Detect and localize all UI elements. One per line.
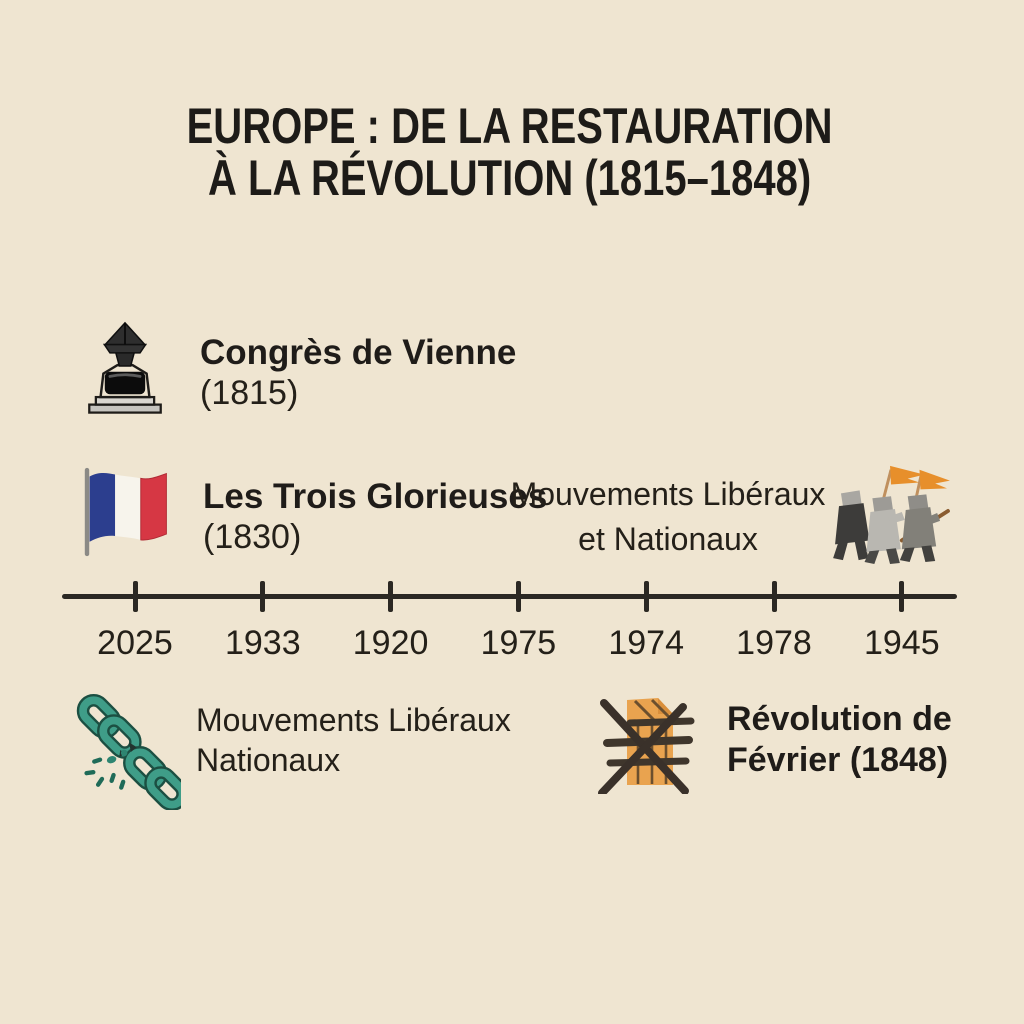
crossed-barricade-icon: [596, 690, 696, 794]
timeline-tick: [260, 581, 265, 612]
annotation-line1: Mouvements Libéraux: [510, 476, 826, 512]
event-year: (1815): [200, 374, 299, 413]
monument-icon: [78, 318, 172, 416]
timeline-axis: [62, 594, 957, 599]
event-year: (1830): [203, 518, 302, 557]
event-trois-glorieuses: [203, 476, 547, 557]
page-title-line2: À LA RÉVOLUTION (1815–1848): [208, 150, 812, 206]
event-label: Les Trois Glorieuses: [203, 477, 548, 516]
page-title-line1: EUROPE : DE LA RESTAURATION: [186, 98, 833, 154]
timeline-year-label: 1933: [224, 624, 301, 662]
timeline-tick: [899, 581, 904, 612]
event-line2: Nationaux: [196, 742, 341, 778]
event-mouvements-liberaux: [196, 700, 511, 780]
timeline-year-label: 1920: [352, 624, 429, 662]
timeline-year-label: 1974: [608, 624, 684, 662]
timeline-year-label: 1945: [863, 624, 940, 662]
event-label: Congrès de Vienne: [200, 333, 517, 372]
annotation-line2: et Nationaux: [578, 520, 758, 557]
event-line1: Mouvements Libéraux: [196, 702, 511, 738]
event-line1: Révolution de: [727, 700, 952, 738]
timeline-year-label: 1978: [736, 624, 812, 662]
annotation-mouvements-liberaux-nationaux: [500, 472, 836, 562]
timeline-year-label: 1975: [480, 624, 557, 662]
timeline-tick: [133, 581, 138, 612]
timeline-tick: [388, 581, 393, 612]
broken-chains-icon: [75, 692, 181, 810]
french-flag-icon: [80, 462, 176, 562]
timeline-tick: [772, 581, 777, 612]
event-congres-vienne: [200, 332, 516, 413]
page-title: [100, 100, 919, 204]
event-line2: Février (1848): [727, 741, 949, 780]
timeline-tick: [644, 581, 649, 612]
timeline-tick: [516, 581, 521, 612]
marching-protesters-icon: [833, 458, 951, 564]
timeline-year-label: 2025: [97, 624, 173, 662]
event-revolution-fevrier: [727, 699, 952, 782]
